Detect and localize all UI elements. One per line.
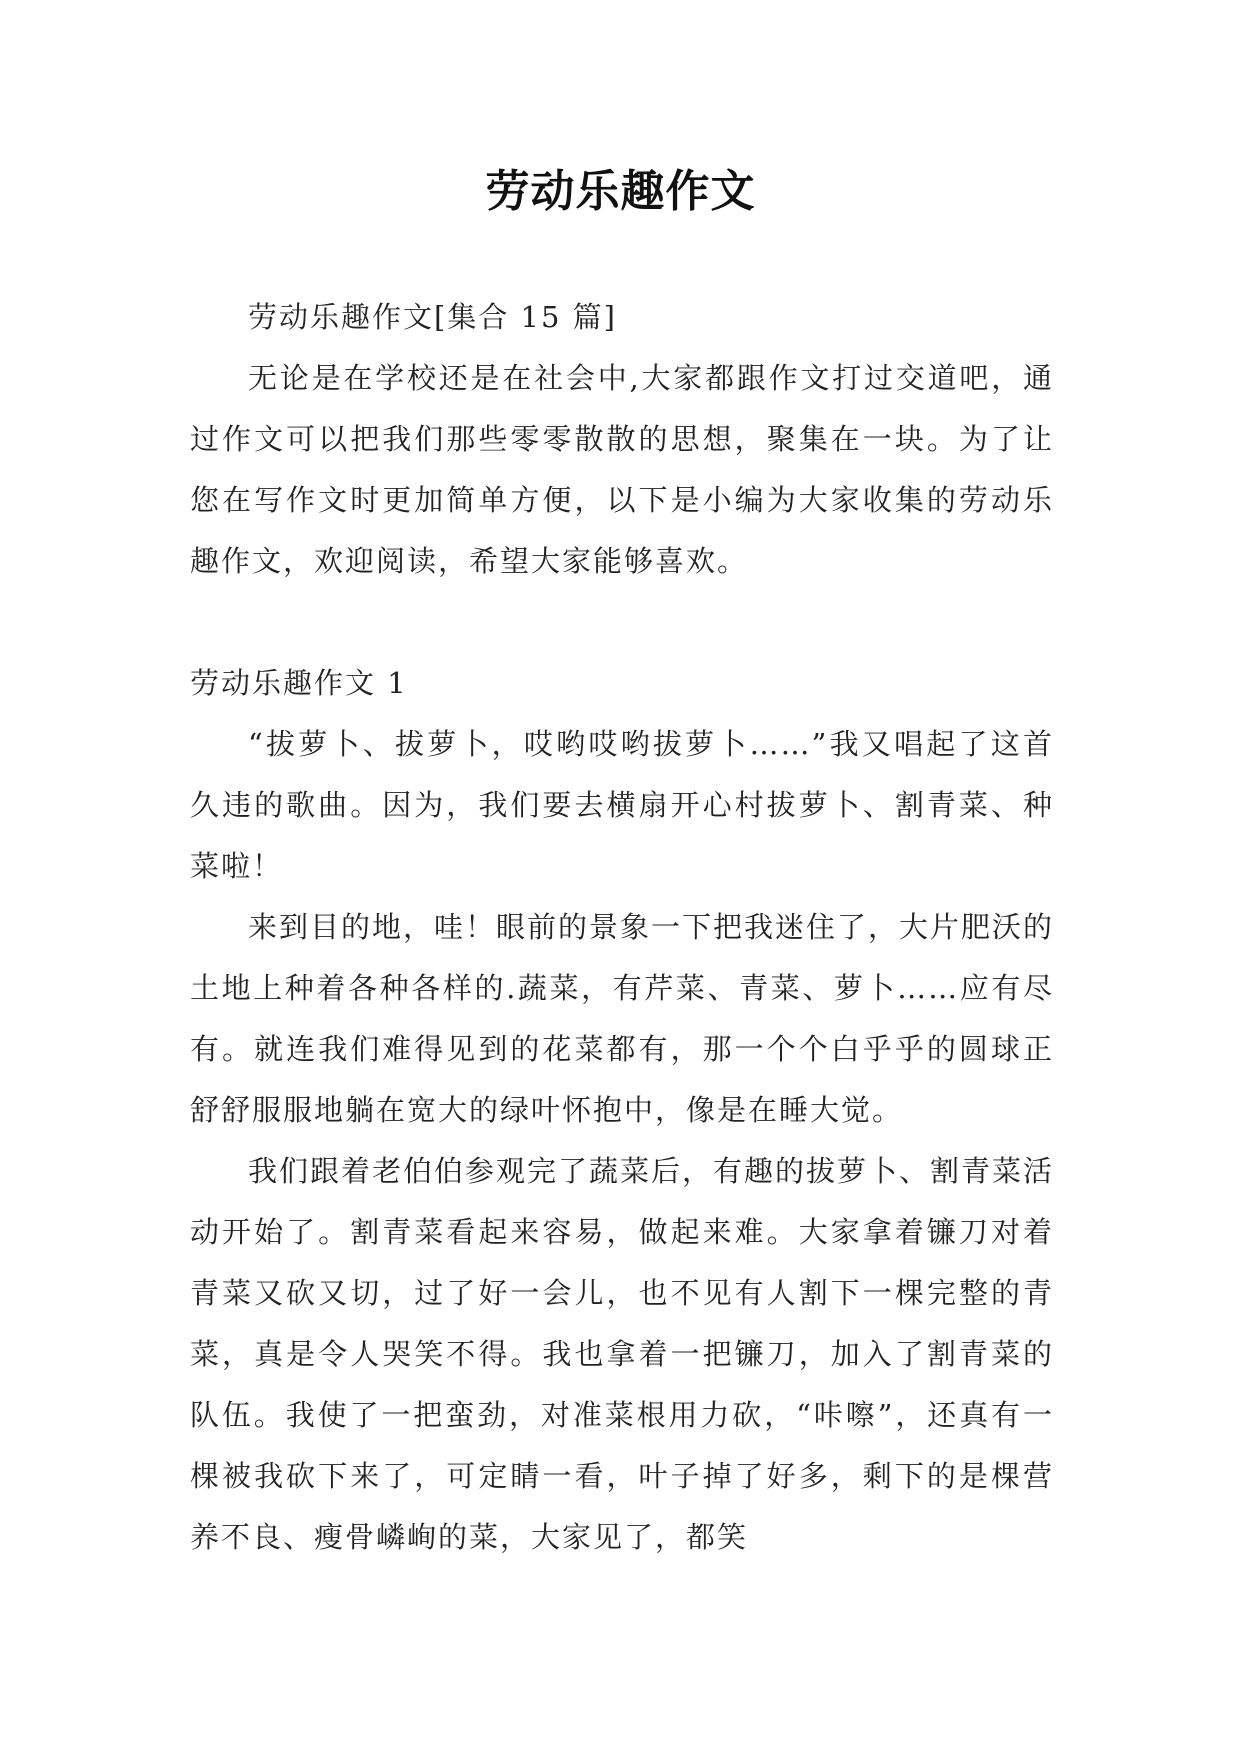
intro-paragraph: 无论是在学校还是在社会中,大家都跟作文打过交道吧，通过作文可以把我们那些零零散散的思想，聚集在一块。为了让您在写作文时更加简单方便，以下是小编为大家收集的劳动乐趣作文，欢迎阅读，希望大家能够喜欢。 bbox=[190, 361, 1054, 578]
document-body bbox=[190, 287, 1054, 1568]
page-title: 劳动乐趣作文 bbox=[485, 166, 756, 217]
body-paragraph: “拔萝卜、拔萝卜，哎哟哎哟拔萝卜……”我又唱起了这首久违的歌曲。因为，我们要去横扇开心村拔萝卜、割青菜、种菜啦！ bbox=[190, 727, 1054, 883]
body-paragraph: 我们跟着老伯伯参观完了蔬菜后，有趣的拔萝卜、割青菜活动开始了。割青菜看起来容易，做起来难。大家拿着镰刀对着青菜又砍又切，过了好一会儿，也不见有人割下一棵完整的青菜，真是令人哭笑不得。我也拿着一把镰刀，加入了割青菜的队伍。我使了一把蛮劲，对准菜根用力砍，“咔嚓”，还真有一棵被我砍下来了，可定睛一看，叶子掉了好多，剩下的是棵营养不良、瘦骨嶙峋的菜，大家见了，都笑 bbox=[190, 1154, 1055, 1554]
collection-subtitle: 劳动乐趣作文[集合 15 篇] bbox=[248, 300, 617, 334]
section-heading: 劳动乐趣作文 1 bbox=[190, 666, 408, 700]
body-paragraph: 来到目的地，哇！眼前的景象一下把我迷住了，大片肥沃的土地上种着各种各样的.蔬菜，有芹菜、青菜、萝卜……应有尽有。就连我们难得见到的花菜都有，那一个个白乎乎的圆球正舒舒服服地躺在宽大的绿叶怀抱中，像是在睡大觉。 bbox=[190, 910, 1055, 1127]
